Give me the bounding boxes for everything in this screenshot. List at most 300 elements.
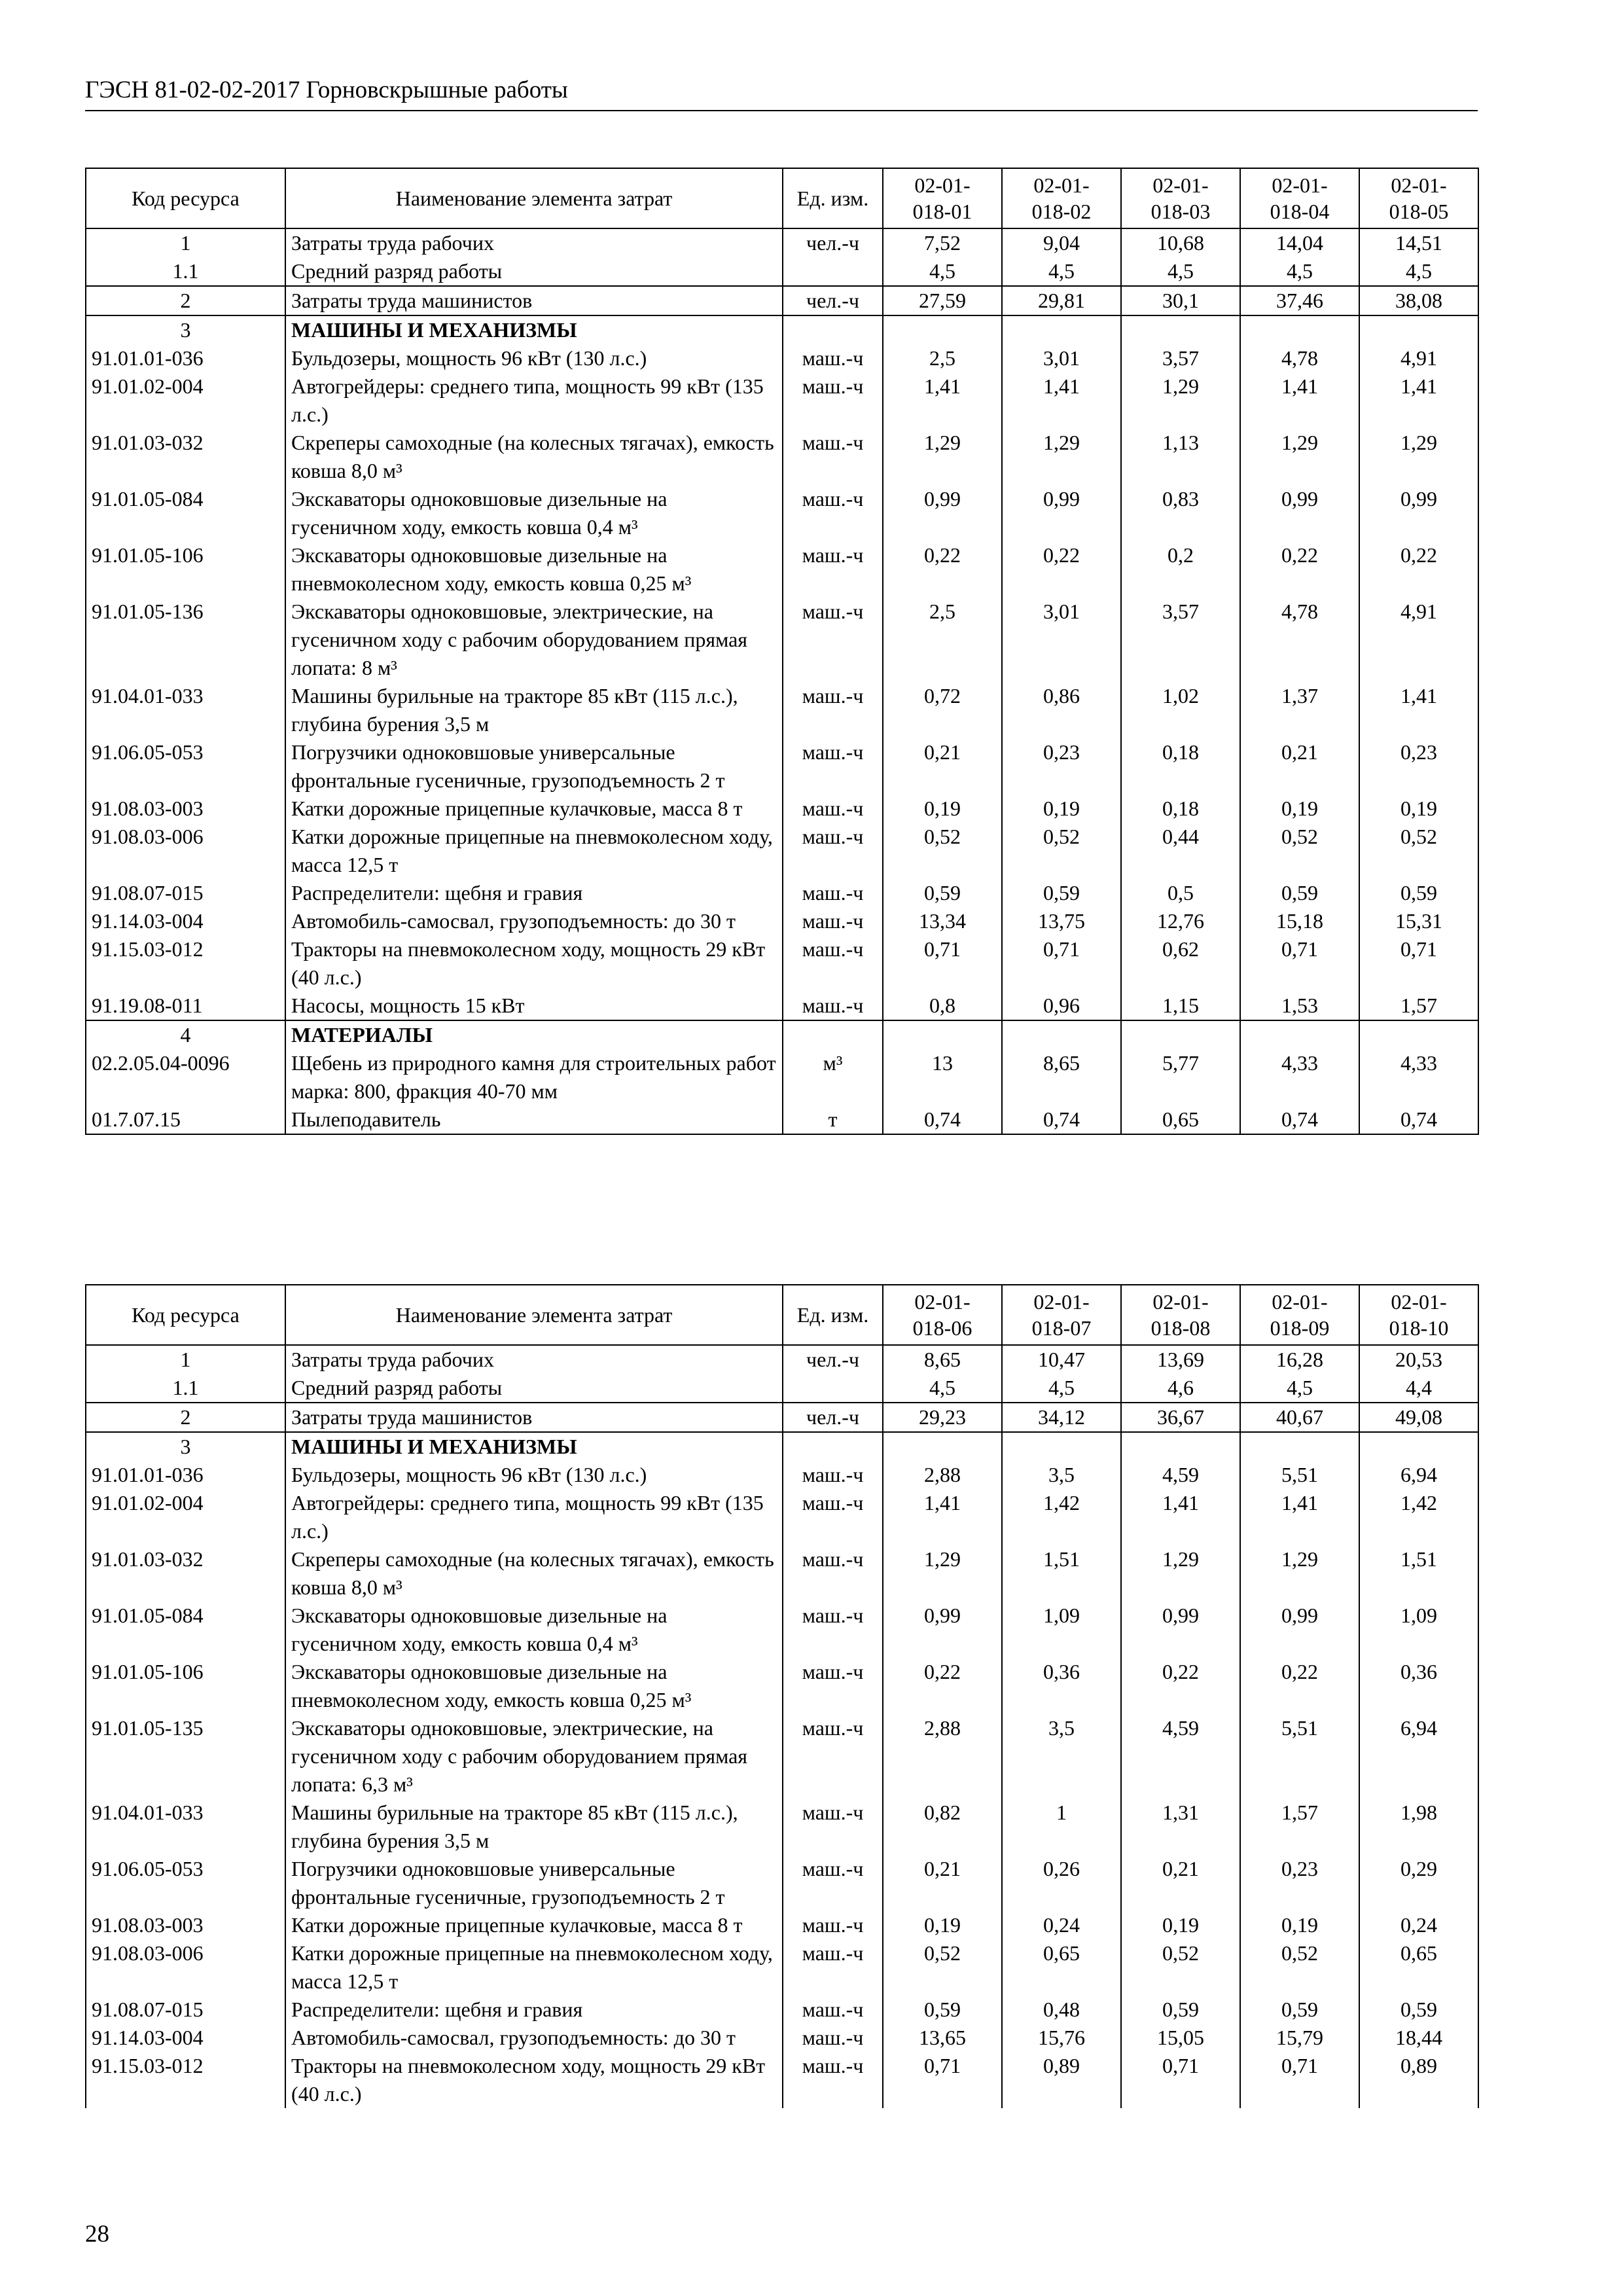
resource-code-cell: 02.2.05.04-0096 [86, 1049, 285, 1105]
table-row [86, 228, 1478, 257]
table-row [86, 286, 1478, 315]
table-row [86, 823, 1478, 879]
page-number: 28 [85, 2221, 109, 2248]
resource-code-cell: 91.01.05-106 [86, 541, 285, 598]
value-cell-4: 4,78 [1240, 598, 1359, 682]
resource-name-cell: Бульдозеры, мощность 96 кВт (130 л.с.) [285, 1461, 783, 1489]
value-cell-4: 5,51 [1240, 1461, 1359, 1489]
unit-cell: чел.-ч [783, 1345, 883, 1374]
unit-cell: маш.-ч [783, 1545, 883, 1602]
value-cell-2: 0,99 [1002, 485, 1121, 541]
resource-name-cell: Средний разряд работы [285, 1374, 783, 1403]
column-header-code-1: 02-01- 018-01 [883, 168, 1002, 228]
value-cell-5: 0,36 [1359, 1658, 1478, 1714]
value-cell-3: 30,1 [1121, 286, 1240, 315]
value-cell-1: 0,71 [883, 2052, 1002, 2108]
resource-name-cell: Катки дорожные прицепные на пневмоколесном ходу, масса 12,5 т [285, 823, 783, 879]
value-cell-2: 3,01 [1002, 598, 1121, 682]
resource-code-cell: 91.01.02-004 [86, 372, 285, 429]
table-row [86, 1374, 1478, 1403]
value-cell-5: 0,24 [1359, 1911, 1478, 1939]
value-cell-1: 2,5 [883, 344, 1002, 372]
resource-table-1 [85, 168, 1478, 1135]
value-cell-4: 0,19 [1240, 795, 1359, 823]
unit-cell: маш.-ч [783, 1602, 883, 1658]
value-cell-1: 8,65 [883, 1345, 1002, 1374]
table-row [86, 1799, 1478, 1855]
table-body [86, 1345, 1478, 2108]
table-row [86, 315, 1478, 344]
value-cell-4: 0,22 [1240, 541, 1359, 598]
value-cell-4: 4,5 [1240, 1374, 1359, 1403]
value-cell-5: 1,98 [1359, 1799, 1478, 1855]
value-cell-2: 8,65 [1002, 1049, 1121, 1105]
value-cell-5: 4,33 [1359, 1049, 1478, 1105]
resource-name-cell: МАШИНЫ И МЕХАНИЗМЫ [285, 1432, 783, 1461]
value-cell-5 [1359, 1432, 1478, 1461]
resource-code-cell: 4 [86, 1020, 285, 1049]
value-cell-1: 0,52 [883, 1939, 1002, 1996]
resource-code-cell: 01.7.07.15 [86, 1105, 285, 1134]
value-cell-2: 1,51 [1002, 1545, 1121, 1602]
value-cell-1: 2,88 [883, 1714, 1002, 1799]
table-row [86, 879, 1478, 907]
value-cell-4: 16,28 [1240, 1345, 1359, 1374]
value-cell-3: 1,13 [1121, 429, 1240, 485]
value-cell-5: 49,08 [1359, 1403, 1478, 1432]
value-cell-4: 4,5 [1240, 257, 1359, 286]
resource-table-018-01-05 [85, 168, 1479, 1135]
value-cell-4: 37,46 [1240, 286, 1359, 315]
value-cell-3: 4,59 [1121, 1714, 1240, 1799]
value-cell-5: 4,91 [1359, 344, 1478, 372]
unit-cell: маш.-ч [783, 682, 883, 738]
unit-cell [783, 315, 883, 344]
unit-cell [783, 1020, 883, 1049]
value-cell-3: 0,5 [1121, 879, 1240, 907]
value-cell-3: 1,31 [1121, 1799, 1240, 1855]
resource-name-cell: Машины бурильные на тракторе 85 кВт (115 л.с.), глубина бурения 3,5 м [285, 682, 783, 738]
value-cell-3: 4,5 [1121, 257, 1240, 286]
unit-cell: маш.-ч [783, 429, 883, 485]
value-cell-1: 0,72 [883, 682, 1002, 738]
value-cell-1: 0,21 [883, 738, 1002, 795]
value-cell-5: 6,94 [1359, 1714, 1478, 1799]
unit-cell: маш.-ч [783, 2052, 883, 2108]
table-row [86, 1345, 1478, 1374]
value-cell-5: 4,91 [1359, 598, 1478, 682]
value-cell-3: 0,18 [1121, 795, 1240, 823]
resource-code-cell: 3 [86, 1432, 285, 1461]
value-cell-2: 0,59 [1002, 879, 1121, 907]
value-cell-5 [1359, 315, 1478, 344]
table-row [86, 1911, 1478, 1939]
value-cell-4: 0,19 [1240, 1911, 1359, 1939]
value-cell-4: 0,22 [1240, 1658, 1359, 1714]
resource-code-cell: 91.08.03-006 [86, 823, 285, 879]
value-cell-2: 0,24 [1002, 1911, 1121, 1939]
value-cell-2: 1,29 [1002, 429, 1121, 485]
value-cell-1: 0,71 [883, 935, 1002, 992]
value-cell-2: 0,48 [1002, 1996, 1121, 2024]
resource-code-cell: 2 [86, 1403, 285, 1432]
unit-cell [783, 1374, 883, 1403]
unit-cell: маш.-ч [783, 485, 883, 541]
value-cell-4 [1240, 315, 1359, 344]
resource-name-cell: Скреперы самоходные (на колесных тягачах), емкость ковша 8,0 м³ [285, 429, 783, 485]
resource-code-cell: 3 [86, 315, 285, 344]
value-cell-3: 5,77 [1121, 1049, 1240, 1105]
table-row [86, 1461, 1478, 1489]
resource-code-cell: 91.08.03-006 [86, 1939, 285, 1996]
resource-code-cell: 91.01.05-136 [86, 598, 285, 682]
unit-cell: маш.-ч [783, 1461, 883, 1489]
value-cell-4: 15,79 [1240, 2024, 1359, 2052]
unit-cell: чел.-ч [783, 228, 883, 257]
resource-name-cell: Экскаваторы одноковшовые, электрические, на гусеничном ходу с рабочим оборудованием прямая лопата: 6,3 м³ [285, 1714, 783, 1799]
column-header-code-3: 02-01- 018-08 [1121, 1285, 1240, 1345]
value-cell-1: 0,52 [883, 823, 1002, 879]
unit-cell: маш.-ч [783, 1996, 883, 2024]
value-cell-5: 6,94 [1359, 1461, 1478, 1489]
resource-code-cell: 91.14.03-004 [86, 907, 285, 935]
resource-name-cell: Затраты труда рабочих [285, 1345, 783, 1374]
unit-cell: маш.-ч [783, 2024, 883, 2052]
value-cell-1: 4,5 [883, 1374, 1002, 1403]
value-cell-2 [1002, 315, 1121, 344]
value-cell-4: 0,23 [1240, 1855, 1359, 1911]
resource-name-cell: Затраты труда рабочих [285, 228, 783, 257]
column-header-code-2: 02-01- 018-07 [1002, 1285, 1121, 1345]
value-cell-1: 2,5 [883, 598, 1002, 682]
value-cell-3: 15,05 [1121, 2024, 1240, 2052]
value-cell-2: 0,96 [1002, 992, 1121, 1020]
resource-name-cell: Катки дорожные прицепные кулачковые, масса 8 т [285, 1911, 783, 1939]
value-cell-4: 0,99 [1240, 485, 1359, 541]
resource-name-cell: Автогрейдеры: среднего типа, мощность 99 кВт (135 л.с.) [285, 1489, 783, 1545]
value-cell-2: 1 [1002, 1799, 1121, 1855]
table-row [86, 2024, 1478, 2052]
value-cell-3: 0,18 [1121, 738, 1240, 795]
value-cell-3: 1,02 [1121, 682, 1240, 738]
document-header: ГЭСН 81-02-02-2017 Горновскрышные работы [85, 77, 568, 103]
value-cell-1: 13,34 [883, 907, 1002, 935]
unit-cell: маш.-ч [783, 1855, 883, 1911]
value-cell-2 [1002, 1020, 1121, 1049]
resource-table-018-06-10 [85, 1284, 1479, 2108]
unit-cell: т [783, 1105, 883, 1134]
value-cell-4: 0,74 [1240, 1105, 1359, 1134]
value-cell-1: 1,29 [883, 429, 1002, 485]
value-cell-1: 1,41 [883, 1489, 1002, 1545]
resource-code-cell: 91.01.01-036 [86, 344, 285, 372]
value-cell-2: 0,89 [1002, 2052, 1121, 2108]
unit-cell [783, 1432, 883, 1461]
unit-cell: маш.-ч [783, 372, 883, 429]
value-cell-1: 13,65 [883, 2024, 1002, 2052]
value-cell-1: 1,41 [883, 372, 1002, 429]
value-cell-5: 0,52 [1359, 823, 1478, 879]
value-cell-5: 14,51 [1359, 228, 1478, 257]
value-cell-3: 1,29 [1121, 1545, 1240, 1602]
column-header-code: Код ресурса [86, 1285, 285, 1345]
resource-name-cell: Пылеподавитель [285, 1105, 783, 1134]
resource-code-cell: 91.19.08-011 [86, 992, 285, 1020]
resource-code-cell: 91.01.01-036 [86, 1461, 285, 1489]
value-cell-3: 36,67 [1121, 1403, 1240, 1432]
value-cell-1: 13 [883, 1049, 1002, 1105]
value-cell-3: 4,6 [1121, 1374, 1240, 1403]
value-cell-3: 3,57 [1121, 598, 1240, 682]
unit-cell: маш.-ч [783, 907, 883, 935]
value-cell-2: 29,81 [1002, 286, 1121, 315]
value-cell-5: 0,59 [1359, 879, 1478, 907]
value-cell-5: 4,5 [1359, 257, 1478, 286]
resource-name-cell: Экскаваторы одноковшовые дизельные на пневмоколесном ходу, емкость ковша 0,25 м³ [285, 541, 783, 598]
value-cell-2: 4,5 [1002, 1374, 1121, 1403]
table-row [86, 738, 1478, 795]
value-cell-1: 2,88 [883, 1461, 1002, 1489]
value-cell-4: 4,33 [1240, 1049, 1359, 1105]
value-cell-5: 0,74 [1359, 1105, 1478, 1134]
value-cell-3: 0,83 [1121, 485, 1240, 541]
table-row [86, 1714, 1478, 1799]
value-cell-4: 0,52 [1240, 1939, 1359, 1996]
value-cell-5: 0,22 [1359, 541, 1478, 598]
resource-name-cell: Затраты труда машинистов [285, 1403, 783, 1432]
value-cell-5: 0,99 [1359, 485, 1478, 541]
resource-code-cell: 91.08.03-003 [86, 1911, 285, 1939]
column-header-unit: Ед. изм. [783, 168, 883, 228]
table-row [86, 1403, 1478, 1432]
resource-code-cell: 91.01.05-135 [86, 1714, 285, 1799]
value-cell-1: 1,29 [883, 1545, 1002, 1602]
value-cell-2: 10,47 [1002, 1345, 1121, 1374]
value-cell-2: 3,5 [1002, 1714, 1121, 1799]
value-cell-2: 34,12 [1002, 1403, 1121, 1432]
resource-code-cell: 91.01.03-032 [86, 1545, 285, 1602]
value-cell-1: 0,21 [883, 1855, 1002, 1911]
table-row [86, 795, 1478, 823]
resource-name-cell: Автомобиль-самосвал, грузоподъемность: до 30 т [285, 907, 783, 935]
resource-name-cell: МАШИНЫ И МЕХАНИЗМЫ [285, 315, 783, 344]
unit-cell: маш.-ч [783, 541, 883, 598]
value-cell-4: 0,59 [1240, 1996, 1359, 2024]
resource-code-cell: 91.08.07-015 [86, 879, 285, 907]
table-row [86, 344, 1478, 372]
unit-cell: маш.-ч [783, 795, 883, 823]
unit-cell [783, 257, 883, 286]
column-header-code-1: 02-01- 018-06 [883, 1285, 1002, 1345]
value-cell-2: 13,75 [1002, 907, 1121, 935]
table-row [86, 1432, 1478, 1461]
resource-code-cell: 91.01.05-106 [86, 1658, 285, 1714]
value-cell-3: 4,59 [1121, 1461, 1240, 1489]
value-cell-1: 0,22 [883, 1658, 1002, 1714]
value-cell-3: 0,65 [1121, 1105, 1240, 1134]
value-cell-4: 14,04 [1240, 228, 1359, 257]
resource-code-cell: 91.15.03-012 [86, 935, 285, 992]
resource-code-cell: 91.01.05-084 [86, 485, 285, 541]
table-row [86, 485, 1478, 541]
header-rule [85, 110, 1478, 111]
value-cell-1: 0,19 [883, 1911, 1002, 1939]
table-row [86, 907, 1478, 935]
value-cell-4: 1,41 [1240, 1489, 1359, 1545]
value-cell-5: 0,19 [1359, 795, 1478, 823]
resource-name-cell: Щебень из природного камня для строительных работ марка: 800, фракция 40-70 мм [285, 1049, 783, 1105]
value-cell-3: 0,44 [1121, 823, 1240, 879]
column-header-name: Наименование элемента затрат [285, 1285, 783, 1345]
value-cell-4: 4,78 [1240, 344, 1359, 372]
value-cell-4: 1,29 [1240, 1545, 1359, 1602]
value-cell-2: 1,41 [1002, 372, 1121, 429]
value-cell-3: 3,57 [1121, 344, 1240, 372]
resource-name-cell: Насосы, мощность 15 кВт [285, 992, 783, 1020]
resource-name-cell: Погрузчики одноковшовые универсальные фронтальные гусеничные, грузоподъемность 2 т [285, 1855, 783, 1911]
value-cell-1: 0,99 [883, 1602, 1002, 1658]
column-header-name: Наименование элемента затрат [285, 168, 783, 228]
value-cell-1: 0,74 [883, 1105, 1002, 1134]
value-cell-5: 20,53 [1359, 1345, 1478, 1374]
resource-name-cell: Средний разряд работы [285, 257, 783, 286]
table-body [86, 228, 1478, 1134]
value-cell-5: 0,71 [1359, 935, 1478, 992]
value-cell-5: 18,44 [1359, 2024, 1478, 2052]
value-cell-1: 0,22 [883, 541, 1002, 598]
table-row [86, 1020, 1478, 1049]
value-cell-4: 0,71 [1240, 2052, 1359, 2108]
value-cell-5: 0,65 [1359, 1939, 1478, 1996]
value-cell-4: 0,71 [1240, 935, 1359, 992]
value-cell-2: 0,86 [1002, 682, 1121, 738]
table-row [86, 2052, 1478, 2108]
value-cell-2: 9,04 [1002, 228, 1121, 257]
resource-code-cell: 1.1 [86, 1374, 285, 1403]
table-row [86, 1545, 1478, 1602]
value-cell-2: 0,71 [1002, 935, 1121, 992]
value-cell-1: 4,5 [883, 257, 1002, 286]
unit-cell: маш.-ч [783, 1714, 883, 1799]
value-cell-4 [1240, 1020, 1359, 1049]
resource-name-cell: МАТЕРИАЛЫ [285, 1020, 783, 1049]
value-cell-5 [1359, 1020, 1478, 1049]
resource-name-cell: Катки дорожные прицепные на пневмоколесном ходу, масса 12,5 т [285, 1939, 783, 1996]
value-cell-1: 27,59 [883, 286, 1002, 315]
column-header-unit: Ед. изм. [783, 1285, 883, 1345]
resource-name-cell: Погрузчики одноковшовые универсальные фронтальные гусеничные, грузоподъемность 2 т [285, 738, 783, 795]
table-row [86, 598, 1478, 682]
column-header-code-2: 02-01- 018-02 [1002, 168, 1121, 228]
resource-code-cell: 91.08.03-003 [86, 795, 285, 823]
resource-name-cell: Тракторы на пневмоколесном ходу, мощность 29 кВт (40 л.с.) [285, 2052, 783, 2108]
column-header-code-5: 02-01- 018-10 [1359, 1285, 1478, 1345]
resource-code-cell: 91.15.03-012 [86, 2052, 285, 2108]
value-cell-3: 0,99 [1121, 1602, 1240, 1658]
value-cell-3 [1121, 1020, 1240, 1049]
table-row [86, 1996, 1478, 2024]
value-cell-2: 3,01 [1002, 344, 1121, 372]
table-row [86, 935, 1478, 992]
table-row [86, 1855, 1478, 1911]
value-cell-4: 0,99 [1240, 1602, 1359, 1658]
resource-name-cell: Тракторы на пневмоколесном ходу, мощность 29 кВт (40 л.с.) [285, 935, 783, 992]
table-row [86, 429, 1478, 485]
value-cell-4: 0,21 [1240, 738, 1359, 795]
value-cell-5: 0,59 [1359, 1996, 1478, 2024]
unit-cell: маш.-ч [783, 992, 883, 1020]
table-header-row [86, 168, 1478, 228]
value-cell-4: 1,41 [1240, 372, 1359, 429]
unit-cell: маш.-ч [783, 823, 883, 879]
resource-name-cell: Экскаваторы одноковшовые, электрические, на гусеничном ходу с рабочим оборудованием прямая лопата: 8 м³ [285, 598, 783, 682]
unit-cell: маш.-ч [783, 935, 883, 992]
value-cell-3 [1121, 315, 1240, 344]
column-header-code-4: 02-01- 018-09 [1240, 1285, 1359, 1345]
resource-code-cell: 91.04.01-033 [86, 682, 285, 738]
value-cell-5: 1,41 [1359, 372, 1478, 429]
resource-code-cell: 1 [86, 228, 285, 257]
value-cell-1: 0,99 [883, 485, 1002, 541]
value-cell-4: 0,59 [1240, 879, 1359, 907]
value-cell-1 [883, 315, 1002, 344]
table-row [86, 1939, 1478, 1996]
resource-name-cell: Бульдозеры, мощность 96 кВт (130 л.с.) [285, 344, 783, 372]
value-cell-1 [883, 1432, 1002, 1461]
unit-cell: маш.-ч [783, 879, 883, 907]
value-cell-2: 0,19 [1002, 795, 1121, 823]
unit-cell: м³ [783, 1049, 883, 1105]
resource-code-cell: 91.08.07-015 [86, 1996, 285, 2024]
value-cell-2: 0,26 [1002, 1855, 1121, 1911]
column-header-code-3: 02-01- 018-03 [1121, 168, 1240, 228]
value-cell-2 [1002, 1432, 1121, 1461]
value-cell-2: 0,36 [1002, 1658, 1121, 1714]
value-cell-4: 15,18 [1240, 907, 1359, 935]
value-cell-1: 0,19 [883, 795, 1002, 823]
resource-code-cell: 1.1 [86, 257, 285, 286]
value-cell-4: 1,37 [1240, 682, 1359, 738]
value-cell-4: 1,29 [1240, 429, 1359, 485]
value-cell-5: 1,29 [1359, 429, 1478, 485]
value-cell-3: 0,71 [1121, 2052, 1240, 2108]
resource-name-cell: Экскаваторы одноковшовые дизельные на пневмоколесном ходу, емкость ковша 0,25 м³ [285, 1658, 783, 1714]
column-header-code-4: 02-01- 018-04 [1240, 168, 1359, 228]
value-cell-1: 0,59 [883, 879, 1002, 907]
value-cell-1: 0,82 [883, 1799, 1002, 1855]
resource-name-cell: Экскаваторы одноковшовые дизельные на гусеничном ходу, емкость ковша 0,4 м³ [285, 1602, 783, 1658]
value-cell-2: 0,22 [1002, 541, 1121, 598]
value-cell-3: 0,52 [1121, 1939, 1240, 1996]
resource-table-2 [85, 1284, 1478, 2108]
table-row [86, 1049, 1478, 1105]
value-cell-3: 0,59 [1121, 1996, 1240, 2024]
resource-name-cell: Распределители: щебня и гравия [285, 879, 783, 907]
table-row [86, 1602, 1478, 1658]
resource-code-cell: 2 [86, 286, 285, 315]
unit-cell: маш.-ч [783, 1911, 883, 1939]
value-cell-3: 0,62 [1121, 935, 1240, 992]
value-cell-5: 0,23 [1359, 738, 1478, 795]
value-cell-1 [883, 1020, 1002, 1049]
value-cell-2: 0,65 [1002, 1939, 1121, 1996]
value-cell-3: 0,21 [1121, 1855, 1240, 1911]
value-cell-5: 4,4 [1359, 1374, 1478, 1403]
value-cell-2: 0,23 [1002, 738, 1121, 795]
table-row [86, 682, 1478, 738]
table-row [86, 992, 1478, 1020]
table-header-row [86, 1285, 1478, 1345]
